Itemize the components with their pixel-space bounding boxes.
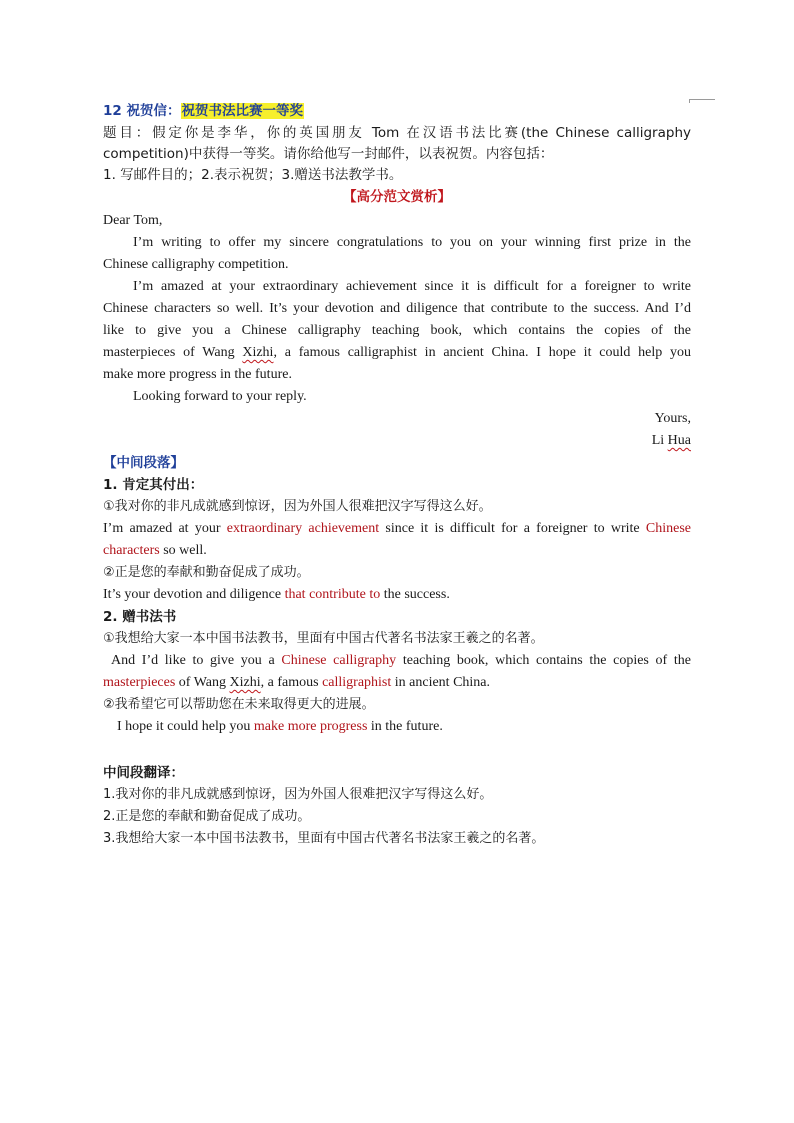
key-phrase: calligraphist bbox=[322, 675, 392, 690]
s2-item1-cn: ①我想给大家一本中国书法教书，里面有中国古代著名书法家王羲之的名著。 bbox=[103, 631, 544, 646]
corner-crop-mark bbox=[689, 99, 715, 101]
s2-item1-en bbox=[103, 650, 691, 672]
model-essay-heading: 【高分范文赏析】 bbox=[343, 189, 451, 205]
document-body bbox=[103, 99, 691, 850]
translation-item-2: 2.正是您的奉献和勤奋促成了成功。 bbox=[103, 809, 311, 824]
en-text: It’s your devotion and diligence bbox=[103, 587, 285, 602]
letter-p2-line-4 bbox=[103, 342, 691, 364]
key-phrase: that contribute to bbox=[284, 587, 381, 602]
en-text: And I’d like to give you a bbox=[111, 653, 282, 668]
s1-item2-cn: ②正是您的奉献和勤奋促成了成功。 bbox=[103, 565, 310, 580]
s1-item1-en-cont bbox=[103, 540, 691, 562]
letter-text: , a famous calligraphist in ancient China. I hope it could help you bbox=[273, 345, 691, 360]
en-text: I hope it could help you bbox=[117, 719, 254, 734]
s2-item2-en bbox=[103, 716, 691, 738]
task-line-1: 题目：假定你是李华，你的英国朋友 Tom 在汉语书法比赛(the Chinese calligraphy bbox=[103, 125, 691, 141]
document-title bbox=[103, 99, 691, 123]
letter-p3: Looking forward to your reply. bbox=[133, 389, 307, 404]
spellcheck-word: Xizhi bbox=[242, 345, 274, 360]
letter-p2-line-5: make more progress in the future. bbox=[103, 367, 292, 382]
en-text: teaching book, which contains the copies of the bbox=[396, 653, 692, 668]
en-text: the success. bbox=[380, 587, 450, 602]
s1-item2-en bbox=[103, 584, 691, 606]
en-text: since it is difficult for a foreigner to write bbox=[379, 521, 646, 536]
task-line-2: competition)中获得一等奖。请你给他写一封邮件，以表祝贺。内容包括： bbox=[103, 146, 554, 162]
key-phrase: masterpieces bbox=[103, 675, 176, 690]
letter-p2-line-1: I’m amazed at your extraordinary achievement since it is difficult for a foreigner to write bbox=[133, 279, 691, 294]
letter-p2-line-3: like to give you a Chinese calligraphy teaching book, which contains the copies of the bbox=[103, 323, 691, 338]
s1-item1-cn: ①我对你的非凡成就感到惊讶，因为外国人很难把汉字写得这么好。 bbox=[103, 499, 492, 514]
translation-item-3: 3.我想给大家一本中国书法教书，里面有中国古代著名书法家王羲之的名著。 bbox=[103, 831, 545, 846]
middle-section-heading: 【中间段落】 bbox=[103, 455, 184, 471]
key-phrase: make more progress bbox=[253, 719, 368, 734]
en-text: so well. bbox=[159, 543, 207, 558]
signature-first: Li bbox=[651, 433, 668, 448]
key-phrase: extraordinary achievement bbox=[226, 521, 380, 536]
translation-heading: 中间段翻译： bbox=[103, 765, 184, 781]
letter-text: masterpieces of Wang bbox=[103, 345, 243, 360]
en-text: in ancient China. bbox=[391, 675, 491, 690]
letter-salutation: Dear Tom, bbox=[103, 213, 163, 228]
letter-p1-line-1: I’m writing to offer my sincere congratulations to you on your winning first prize in the bbox=[133, 235, 691, 250]
title-prefix: 12 祝贺信： bbox=[103, 103, 181, 119]
subsection-title-2: 2. 赠书法书 bbox=[103, 609, 177, 625]
spellcheck-word: Xizhi bbox=[229, 675, 261, 690]
letter-p1-line-2: Chinese calligraphy competition. bbox=[103, 257, 289, 272]
subsection-title-1: 1. 肯定其付出： bbox=[103, 477, 204, 493]
en-text: I’m amazed at your bbox=[103, 521, 227, 536]
en-text: of Wang bbox=[175, 675, 230, 690]
letter-p2-line-2: Chinese characters so well. It’s your devotion and diligence that contribute to the success. And I’d bbox=[103, 301, 691, 316]
translation-item-1: 1.我对你的非凡成就感到惊讶，因为外国人很难把汉字写得这么好。 bbox=[103, 787, 493, 802]
s2-item1-en-cont bbox=[103, 672, 691, 694]
signature-last: Hua bbox=[667, 433, 691, 448]
s1-item1-en bbox=[103, 518, 691, 540]
key-phrase: Chinese bbox=[645, 521, 691, 536]
letter-signature bbox=[103, 430, 691, 452]
blank-line bbox=[103, 738, 691, 760]
en-text: , a famous bbox=[260, 675, 323, 690]
en-text: in the future. bbox=[367, 719, 443, 734]
letter-closing: Yours, bbox=[654, 411, 691, 426]
title-highlight: 祝贺书法比赛一等奖 bbox=[181, 103, 303, 119]
task-line-3: 1. 写邮件目的；2.表示祝贺；3.赠送书法教学书。 bbox=[103, 167, 403, 183]
s2-item2-cn: ②我希望它可以帮助您在未来取得更大的进展。 bbox=[103, 697, 375, 712]
key-phrase: characters bbox=[103, 543, 160, 558]
key-phrase: Chinese calligraphy bbox=[281, 653, 397, 668]
